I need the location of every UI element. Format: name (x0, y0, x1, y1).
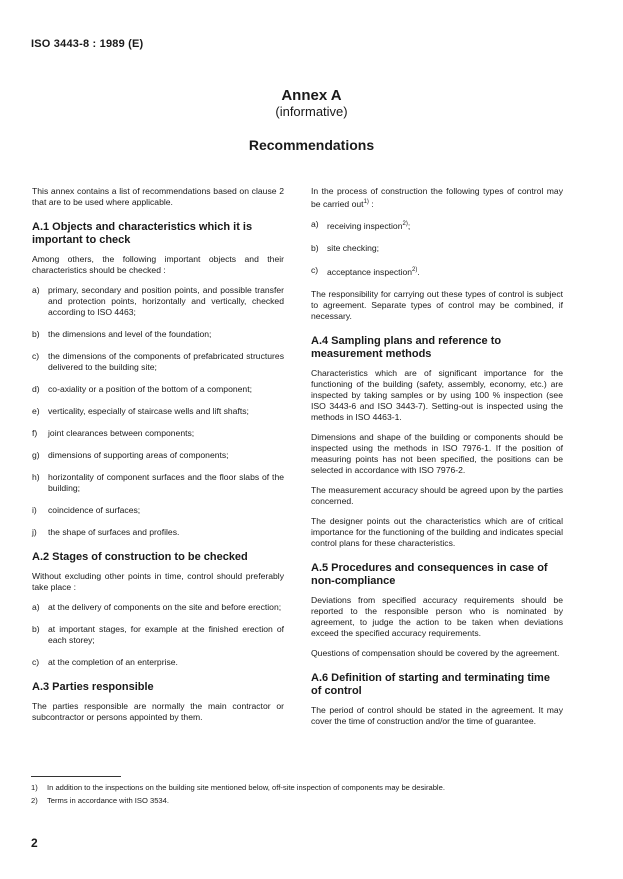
section-a1-intro: Among others, the following important objects and their characteristics should be checked : (32, 254, 284, 275)
list-item-text: horizontality of component surfaces and the floor slabs of the building; (48, 472, 284, 493)
list-item-text: dimensions of supporting areas of components; (48, 450, 229, 460)
list-item-label: c) (32, 351, 40, 361)
list-item (32, 406, 284, 417)
footnote (31, 794, 591, 807)
list-item-main-text: acceptance inspection (327, 266, 413, 277)
list-item (32, 351, 284, 373)
list-item-text: co-axiality or a position of the bottom of a component; (48, 384, 252, 394)
section-a4-para-2: Dimensions and shape of the building or components should be inspected using the methods in ISO 7976-1. If the position of measuring points has not been specified, the positions can be selected in accordance with ISO 7976-2. (311, 431, 563, 475)
footnote-ref-2: 2) (412, 266, 418, 273)
list-item-label: a) (32, 285, 40, 295)
list-item (311, 243, 563, 254)
page-number: 2 (31, 836, 38, 850)
list-item-text: verticality, especially of staircase wells and lift shafts; (48, 406, 249, 416)
list-item-label: h) (32, 472, 40, 482)
control-types-intro-end: : (368, 198, 374, 209)
footnote-text: Terms in accordance with ISO 3534. (47, 796, 169, 805)
control-types-intro (311, 186, 563, 210)
footnote-mark: 1) (31, 783, 38, 792)
list-item-text: joint clearances between components; (48, 428, 195, 438)
list-item-end: . (417, 266, 420, 277)
section-a4-para-4: The designer points out the characteristics which are of critical importance for the functioning of the building and indicates special control plans for these characteristics. (311, 515, 563, 548)
list-item-label: f) (32, 428, 38, 438)
footnote-ref-1: 1) (363, 199, 369, 205)
section-heading-a2: A.2 Stages of construction to be checked (32, 551, 248, 563)
list-item (32, 428, 284, 439)
section-a3-text: The parties responsible are normally the main contractor or subcontractor or persons appointed by them. (32, 701, 284, 722)
right-column (311, 186, 563, 736)
list-item-label: a) (311, 218, 319, 229)
list-item-label: b) (311, 242, 319, 253)
footnote-mark: 2) (31, 796, 38, 805)
section-heading-a6: A.6 Definition of starting and terminating time of control (311, 671, 550, 697)
list-item-label: b) (32, 329, 40, 339)
list-item-label: i) (32, 505, 37, 515)
list-item (32, 602, 284, 613)
list-item (32, 384, 284, 395)
list-item-label: j) (32, 527, 37, 537)
list-item (311, 219, 563, 232)
section-a5-para-1: Deviations from specified accuracy requirements should be reported to the responsible person who is nominated by agreement, to judge the action to be taken when deviations exceed the specified accuracy requirements. (311, 594, 563, 638)
list-item-text: at important stages, for example at the finished erection of each storey; (48, 624, 284, 645)
footnotes (31, 781, 591, 807)
control-types-list (311, 219, 563, 278)
section-a6-para-1: The period of control should be stated in the agreement. It may cover the time of construction and/or the time of guarantee. (311, 704, 563, 726)
list-item-text: the dimensions and level of the foundation; (48, 329, 212, 339)
list-item (32, 505, 284, 516)
list-item-text (327, 219, 563, 232)
control-types-intro-text: In the process of construction the following types of control may be carried out (311, 186, 563, 209)
list-item-label: d) (32, 384, 40, 394)
list-item-label: g) (32, 450, 40, 460)
section-a4-para-1: Characteristics which are of significant importance for the functioning of the building (safety, assembly, economy, etc.) are inspected by taking samples or by using 100 % inspection (see ISO 3443-6 and ISO 3443-7). Setting-out is inspected using the methods in ISO 4463-1. (311, 367, 563, 422)
list-item (32, 624, 284, 646)
list-item-main-text: site checking; (327, 242, 380, 253)
list-item-text: the dimensions of the components of prefabricated structures delivered to the building site; (48, 351, 284, 372)
section-heading-a4: A.4 Sampling plans and reference to measurement methods (311, 334, 502, 360)
section-a2-intro: Without excluding other points in time, control should preferably take place : (32, 571, 284, 592)
list-item-text: coincidence of surfaces; (48, 505, 141, 515)
list-item-text: primary, secondary and position points, and possible transfer and protection points, horizontally and vertically, checked according to ISO 4463; (48, 285, 284, 317)
list-item-end: ; (407, 220, 411, 231)
list-item (32, 472, 284, 494)
annex-heading: Recommendations (248, 137, 375, 153)
annex-title: Annex A (281, 87, 342, 104)
section-heading-a5: A.5 Procedures and consequences in case of non-compliance (311, 561, 548, 587)
list-item-label: c) (32, 657, 40, 667)
list-item (32, 527, 284, 538)
list-item (32, 657, 284, 668)
footnote-divider (31, 776, 121, 777)
section-heading-a3: A.3 Parties responsible (32, 681, 154, 693)
left-column (32, 186, 284, 732)
section-heading-a1: A.1 Objects and characteristics which it is important to check (32, 221, 253, 246)
annex-subtitle: (informative) (275, 104, 348, 119)
list-item-main-text: receiving inspection (327, 220, 403, 231)
list-item-text: at the completion of an enterprise. (48, 657, 178, 667)
list-item-label: a) (32, 602, 40, 612)
footnote-ref-2: 2) (402, 220, 408, 227)
section-a4-para-3: The measurement accuracy should be agreed upon by the parties concerned. (311, 484, 563, 506)
responsibility-text: The responsibility for carrying out these types of control is subject to agreement. Separate types of control may be combined, if necessary. (311, 288, 563, 321)
section-a1-list (32, 285, 284, 538)
list-item-label: c) (311, 264, 319, 275)
section-a2-list (32, 602, 284, 668)
list-item (32, 329, 284, 340)
footnote (31, 781, 591, 794)
footnote-text: In addition to the inspections on the building site mentioned below, off-site inspection of components may be desirable. (47, 783, 445, 792)
list-item-text: the shape of surfaces and profiles. (48, 527, 180, 537)
list-item-text (327, 265, 563, 278)
section-a5-para-2: Questions of compensation should be covered by the agreement. (311, 647, 560, 658)
list-item (311, 265, 563, 278)
list-item-text (327, 243, 563, 254)
list-item (32, 285, 284, 318)
list-item-label: e) (32, 406, 40, 416)
list-item-label: b) (32, 624, 40, 634)
standard-identifier: ISO 3443-8 : 1989 (E) (31, 38, 144, 50)
list-item (32, 450, 284, 461)
annex-intro: This annex contains a list of recommendations based on clause 2 that are to be used where applicable. (32, 186, 284, 207)
list-item-text: at the delivery of components on the site and before erection; (48, 602, 282, 612)
